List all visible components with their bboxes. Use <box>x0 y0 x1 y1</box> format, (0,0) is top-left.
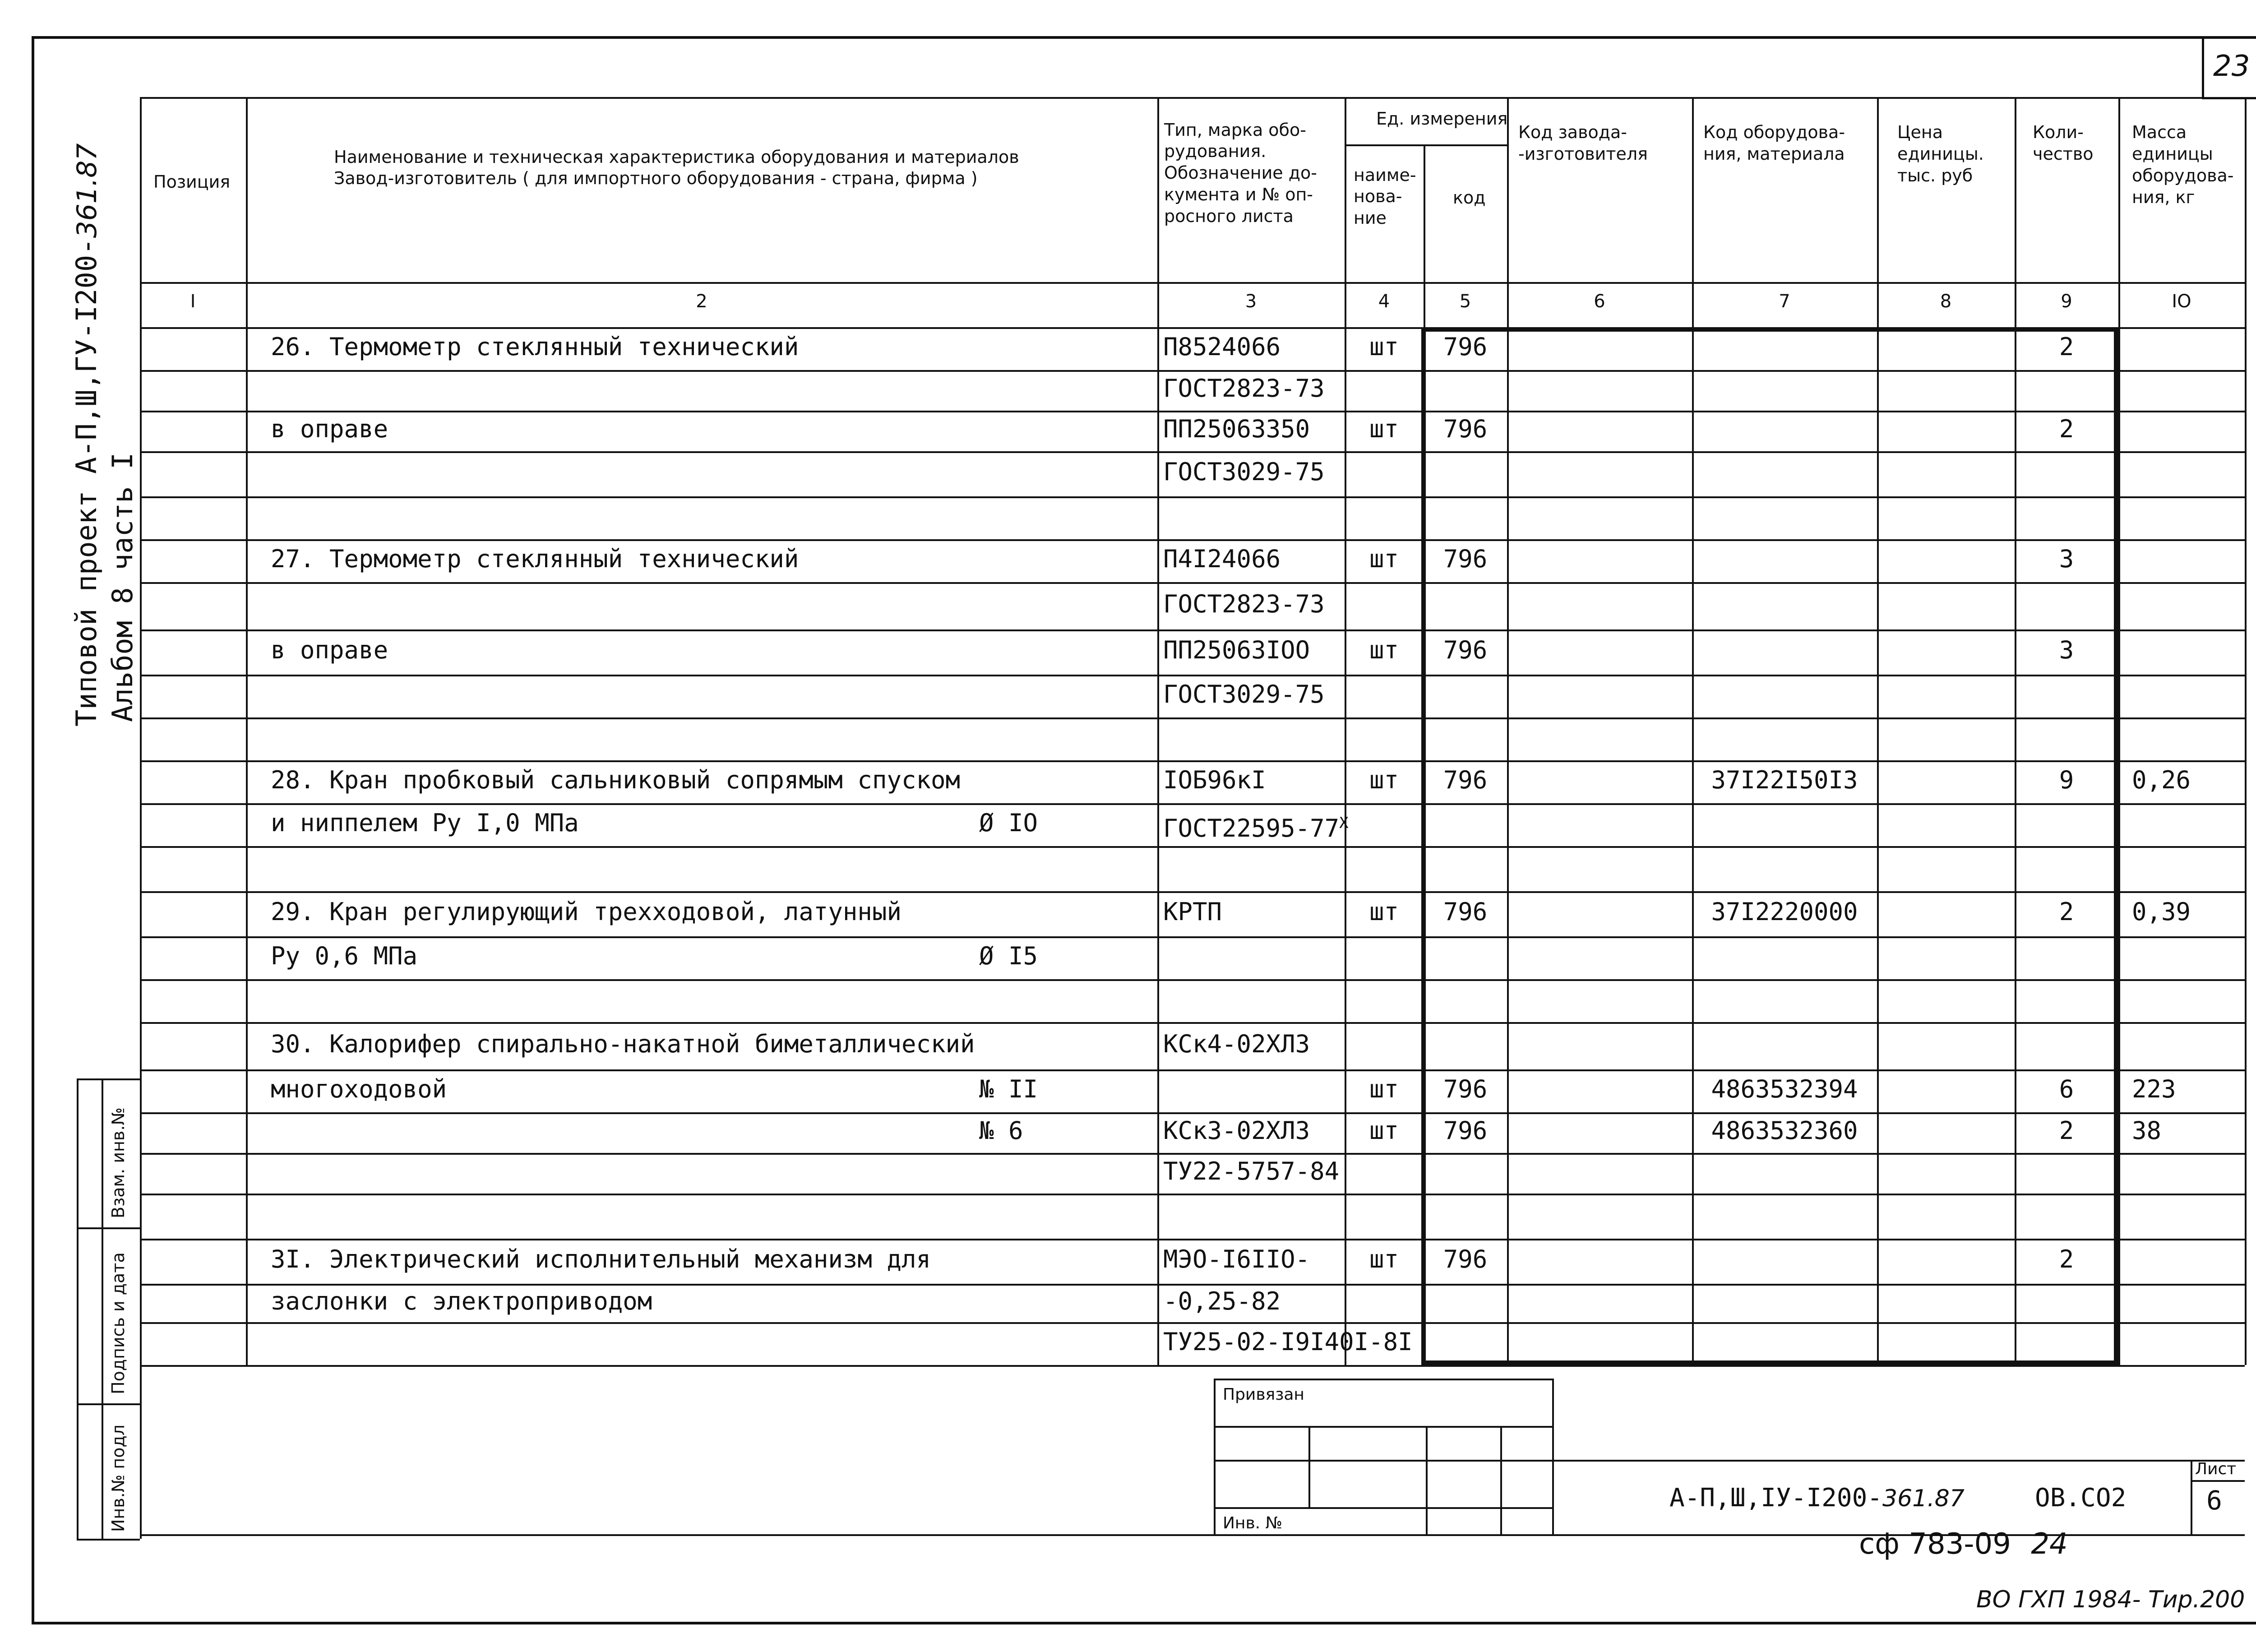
column-header: единицы <box>2132 144 2213 164</box>
cell-name: 27. Термометр стеклянный технический <box>271 544 799 573</box>
cell-name: в оправе <box>271 636 388 664</box>
cell-qty: 2 <box>2059 332 2074 361</box>
archive-code-text: сф 783-09 <box>1859 1527 2011 1561</box>
title-line <box>1500 1426 1502 1534</box>
cell-qty: 9 <box>2059 765 2074 794</box>
cell-name: 29. Кран регулирующий трехходовой, латунный <box>271 898 901 926</box>
column-number: 2 <box>696 291 707 312</box>
stamp-line <box>77 1078 140 1080</box>
column-header: чество <box>2033 144 2094 164</box>
column-header: код <box>1453 188 1486 208</box>
highlight-frame <box>1421 327 2118 1365</box>
cell-type: КСк3-02ХЛ3 <box>1163 1116 1310 1145</box>
column-header: Коли- <box>2033 122 2084 142</box>
cell-code: 796 <box>1443 544 1488 573</box>
column-number: IO <box>2172 291 2191 312</box>
title-line <box>1552 1379 1554 1534</box>
cell-qty: 3 <box>2059 544 2074 573</box>
column-number: I <box>190 291 196 312</box>
stamp-line <box>77 1539 140 1541</box>
column-header: нова- <box>1354 186 1402 206</box>
cell-code: 796 <box>1443 332 1488 361</box>
cell-unit: шт <box>1369 636 1399 664</box>
column-header: единицы. <box>1897 144 1984 164</box>
cell-code: 796 <box>1443 1116 1488 1145</box>
column-number: 3 <box>1245 291 1257 312</box>
column-number: 8 <box>1940 291 1952 312</box>
cell-qty: 6 <box>2059 1074 2074 1103</box>
column-line <box>1157 97 1159 1365</box>
column-line <box>1345 97 1346 1365</box>
cell-type: КРТП <box>1163 898 1222 926</box>
stamp-line <box>77 1227 140 1229</box>
cell-equip: 37І22І50І3 <box>1711 765 1858 794</box>
cell-name: и ниппелем Ру І,0 МПа <box>271 808 579 837</box>
project-code <box>1669 1485 1965 1512</box>
cell-unit: шт <box>1369 765 1399 794</box>
cell-dia: № ІІ <box>979 1074 1038 1103</box>
doc-code: ОВ.СО2 <box>2035 1483 2127 1513</box>
side-stamp-label: Подпись и дата <box>108 1252 128 1394</box>
title-line <box>2191 1480 2245 1482</box>
column-header: Завод-изготовитель ( для импортного оборудования - страна, фирма ) <box>334 168 978 188</box>
cell-name: Ру 0,6 МПа <box>271 941 418 970</box>
cell-qty: 3 <box>2059 636 2074 664</box>
side-stamp-label: Инв.№ подл <box>108 1424 128 1532</box>
cell-qty: 2 <box>2059 898 2074 926</box>
stamp-line <box>77 1078 79 1539</box>
cell-mass: 38 <box>2132 1116 2162 1145</box>
cell-qty: 2 <box>2059 415 2074 443</box>
sheet-label: Лист <box>2195 1460 2237 1478</box>
archive-code-number: 24 <box>2031 1527 2068 1561</box>
cell-name: 26. Термометр стеклянный технический <box>271 332 799 361</box>
cell-type: ІОБ96кІ <box>1163 765 1266 794</box>
cell-unit: шт <box>1369 415 1399 443</box>
cell-name: многоходовой <box>271 1074 447 1103</box>
column-header: Наименование и техническая характеристика оборудования и материалов <box>334 147 1019 167</box>
column-header: рудования. <box>1164 141 1267 161</box>
cell-code: 796 <box>1443 1074 1488 1103</box>
cell-name: 28. Кран пробковый сальниковый сопрямым спуском <box>271 765 961 794</box>
stamp-line <box>102 1078 103 1539</box>
cell-equip: 4863532394 <box>1711 1074 1858 1103</box>
row-line <box>140 1365 2245 1367</box>
archive-code <box>1859 1527 2068 1561</box>
page-number: 23 <box>2213 50 2250 83</box>
cell-superscript: Х <box>1339 814 1349 832</box>
title-line <box>1552 1460 2245 1462</box>
side-title <box>70 143 103 727</box>
column-header: росного листа <box>1164 206 1294 226</box>
title-line <box>1214 1379 1552 1380</box>
cell-type: П4І24066 <box>1163 544 1281 573</box>
title-line <box>1308 1426 1310 1507</box>
title-line <box>1214 1379 1216 1534</box>
sheet-number: 6 <box>2206 1485 2222 1516</box>
table-top-line <box>140 97 2245 99</box>
cell-name: 30. Калорифер спирально-накатной биметаллический <box>271 1029 975 1058</box>
cell-type: КСк4-02ХЛ3 <box>1163 1029 1310 1058</box>
column-header: кумента и № оп- <box>1164 185 1313 204</box>
cell-type: ГОСТ3029-75 <box>1163 680 1325 708</box>
cell-mass: 0,39 <box>2132 898 2191 926</box>
cell-equip: 37І2220000 <box>1711 898 1858 926</box>
cell-code: 796 <box>1443 415 1488 443</box>
side-title-line1: Типовой проект А-П,Ш,ГУ-І200- <box>70 238 103 727</box>
cell-unit: шт <box>1369 332 1399 361</box>
column-header: наиме- <box>1354 165 1416 185</box>
column-number: 4 <box>1378 291 1390 312</box>
cell-unit: шт <box>1369 1116 1399 1145</box>
cell-mass: 0,26 <box>2132 765 2191 794</box>
column-header: Цена <box>1897 122 1943 142</box>
column-header: оборудова- <box>2132 166 2234 185</box>
cell-type: ПП25063350 <box>1163 415 1310 443</box>
cell-code: 796 <box>1443 898 1488 926</box>
unit-subheader-line <box>1345 144 1507 146</box>
cell-qty: 2 <box>2059 1116 2074 1145</box>
cell-dia: Ø І5 <box>979 941 1038 970</box>
cell-type: -0,25-82 <box>1163 1286 1281 1315</box>
cell-name: заслонки с электроприводом <box>271 1286 652 1315</box>
cell-unit: шт <box>1369 1245 1399 1273</box>
cell-name: 3І. Электрический исполнительный механизм для <box>271 1245 931 1273</box>
stamp-line <box>140 1078 142 1539</box>
column-header: Обозначение до- <box>1164 163 1317 183</box>
column-header: -изготовителя <box>1518 144 1648 164</box>
column-header: Тип, марка обо- <box>1164 120 1306 140</box>
cell-equip: 4863532360 <box>1711 1116 1858 1145</box>
column-number: 9 <box>2061 291 2072 312</box>
column-header: Позиция <box>153 172 231 192</box>
cell-type: ГОСТ2823-73 <box>1163 589 1325 618</box>
column-header: ние <box>1354 208 1387 228</box>
column-line <box>246 97 248 1365</box>
column-header: Ед. измерения <box>1376 109 1508 129</box>
cell-code: 796 <box>1443 1245 1488 1273</box>
project-code-text: А-П,Ш,ІУ-І200- <box>1669 1483 1883 1513</box>
cell-qty: 2 <box>2059 1245 2074 1273</box>
cell-mass: 223 <box>2132 1074 2176 1103</box>
column-line <box>2245 97 2247 1365</box>
title-line <box>1426 1426 1428 1534</box>
column-header: ния, материала <box>1703 144 1845 164</box>
print-note: ВО ГХП 1984- Тир.200 <box>1976 1586 2245 1613</box>
inv-label: Инв. № <box>1223 1514 1283 1532</box>
cell-dia: № 6 <box>979 1116 1023 1145</box>
cell-type: ТУ22-5757-84 <box>1163 1157 1340 1185</box>
cell-type: ПП25063ІОО <box>1163 636 1310 664</box>
cell-type: ГОСТ3029-75 <box>1163 458 1325 486</box>
cell-dia: Ø ІО <box>979 808 1038 837</box>
column-header: ния, кг <box>2132 187 2195 207</box>
column-header: Код оборудова- <box>1703 122 1845 142</box>
cell-type: ТУ25-02-І9І40І-8І <box>1163 1327 1413 1356</box>
cell-code: 796 <box>1443 765 1488 794</box>
column-line <box>2118 97 2120 1365</box>
column-number: 7 <box>1779 291 1790 312</box>
side-title-number: 361.87 <box>71 143 103 238</box>
project-code-number: 361.87 <box>1882 1485 1965 1512</box>
cell-unit: шт <box>1369 1074 1399 1103</box>
column-header: Код завода- <box>1518 122 1627 142</box>
cell-name: в оправе <box>271 415 388 443</box>
cell-type: $ГОСТ22595-77^Х$ <box>1163 814 1349 842</box>
title-line <box>2191 1460 2192 1534</box>
column-header: Масса <box>2132 122 2187 142</box>
stamp-line <box>77 1403 140 1405</box>
cell-type: МЭО-І6ІІО- <box>1163 1245 1310 1273</box>
cell-code: 796 <box>1443 636 1488 664</box>
cell-type: ГОСТ2823-73 <box>1163 374 1325 403</box>
column-header: тыс. руб <box>1897 166 1973 185</box>
header-bottom-line <box>140 282 2245 284</box>
side-stamp-label: Взам. инв.№ <box>108 1107 128 1218</box>
side-title-album: Альбом 8 часть I <box>106 452 139 722</box>
cell-type: П8524066 <box>1163 332 1281 361</box>
cell-unit: шт <box>1369 544 1399 573</box>
column-number: 5 <box>1459 291 1471 312</box>
cell-unit: шт <box>1369 898 1399 926</box>
bound-label: Привязан <box>1223 1385 1304 1404</box>
column-number: 6 <box>1594 291 1605 312</box>
